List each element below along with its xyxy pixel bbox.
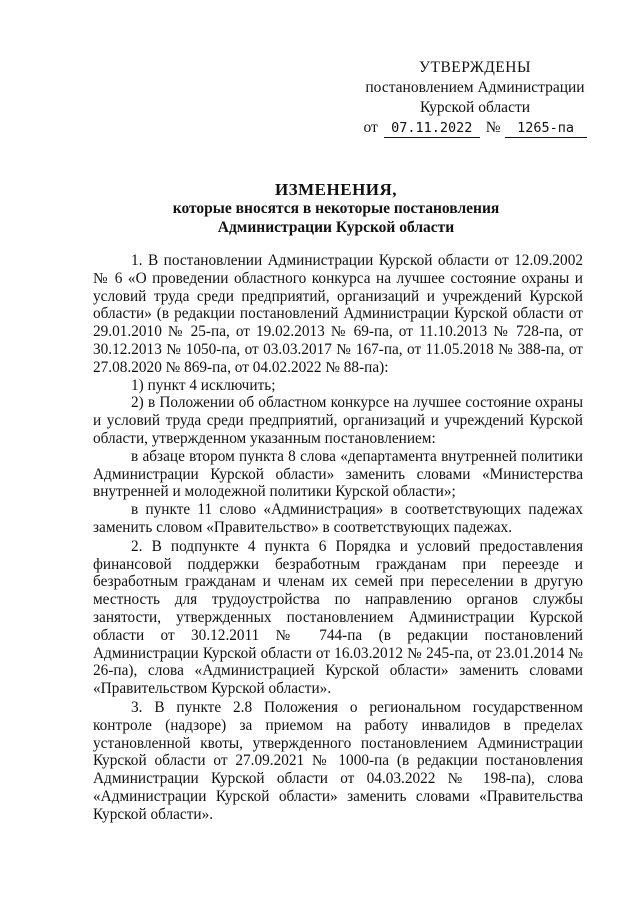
approval-number: 1265-па — [505, 120, 587, 138]
paragraph-1-item-2: 2) в Положении об областном конкурсе на лучшее состояние охраны и условий труда среди предприятий, организаций и учреждений Курской области, утвержденном указанным постановлением: — [93, 394, 583, 447]
number-prefix: № — [485, 119, 501, 136]
document-subtitle-line-2: Администрации Курской области — [217, 219, 455, 236]
approval-title: УТВЕРЖДЕНЫ — [419, 59, 531, 76]
approval-authority: постановлением Администрации — [365, 79, 585, 96]
approval-stamp — [340, 58, 610, 138]
paragraph-1-item-1: 1) пункт 4 исключить; — [131, 376, 276, 394]
date-prefix: от — [363, 119, 378, 136]
approval-date-line — [340, 118, 610, 138]
paragraph-2: 2. В подпункте 4 пункта 6 Порядка и условий предоставления финансовой поддержки безработным гражданам при переезде и безработным гражданам и членам их семей при переселении в другую местность для трудоустройства по направлению органов службы занятости, утвержденных постановлением Администрации Курской области от 30.12.2011 № 744-па (в редакции постановлений Администрации Курской области от 16.03.2012 № 245-па, от 23.01.2014 № 26-па), слова «Администрацией Курской области» заменить словами «Правительством Курской области». — [93, 537, 583, 698]
document-subtitle-line-1: которые вносятся в некоторые постановления — [172, 200, 500, 217]
document-title: ИЗМЕНЕНИЯ, — [274, 180, 398, 199]
paragraph-1-item-2-a: в абзаце втором пункта 8 слова «департамента внутренней политики Администрации Курской области» заменить словами «Министерства внутренней и молодежной политики Курской области»; — [93, 447, 583, 501]
approval-date: 07.11.2022 — [384, 120, 480, 138]
paragraph-1-item-2-b: в пункте 11 слово «Администрация» в соответствующих падежах заменить словом «Правительство» в соответствующих падежах. — [93, 501, 583, 536]
paragraph-3: 3. В пункте 2.8 Положения о региональном государственном контроле (надзоре) за приемом на работу инвалидов в пределах установленной квоты, утвержденного постановлением Администрации Курской области от 27.09.2021 № 1000-па (в редакции постановления Администрации Курской области от 04.03.2022 № 198-па), слова «Администрации Курской области» заменить словами «Правительства Курской области». — [93, 698, 583, 823]
document-heading — [60, 180, 612, 237]
document-body — [93, 252, 583, 824]
paragraph-1: 1. В постановлении Администрации Курской области от 12.09.2002 № 6 «О проведении областного конкурса на лучшее состояние охраны и условий труда среди предприятий, организаций и учреждений Курской области» (в редакции постановлений Администрации Курской области от 29.01.2010 № 25-па, от 19.02.2013 № 69-па, от 11.10.2013 № 728-па, от 30.12.2013 № 1050-па, от 03.03.2017 № 167-па, от 11.05.2018 № 388-па, от 27.08.2020 № 869-па, от 04.02.2022 № 88-па): — [93, 252, 583, 376]
approval-region: Курской области — [419, 99, 531, 116]
